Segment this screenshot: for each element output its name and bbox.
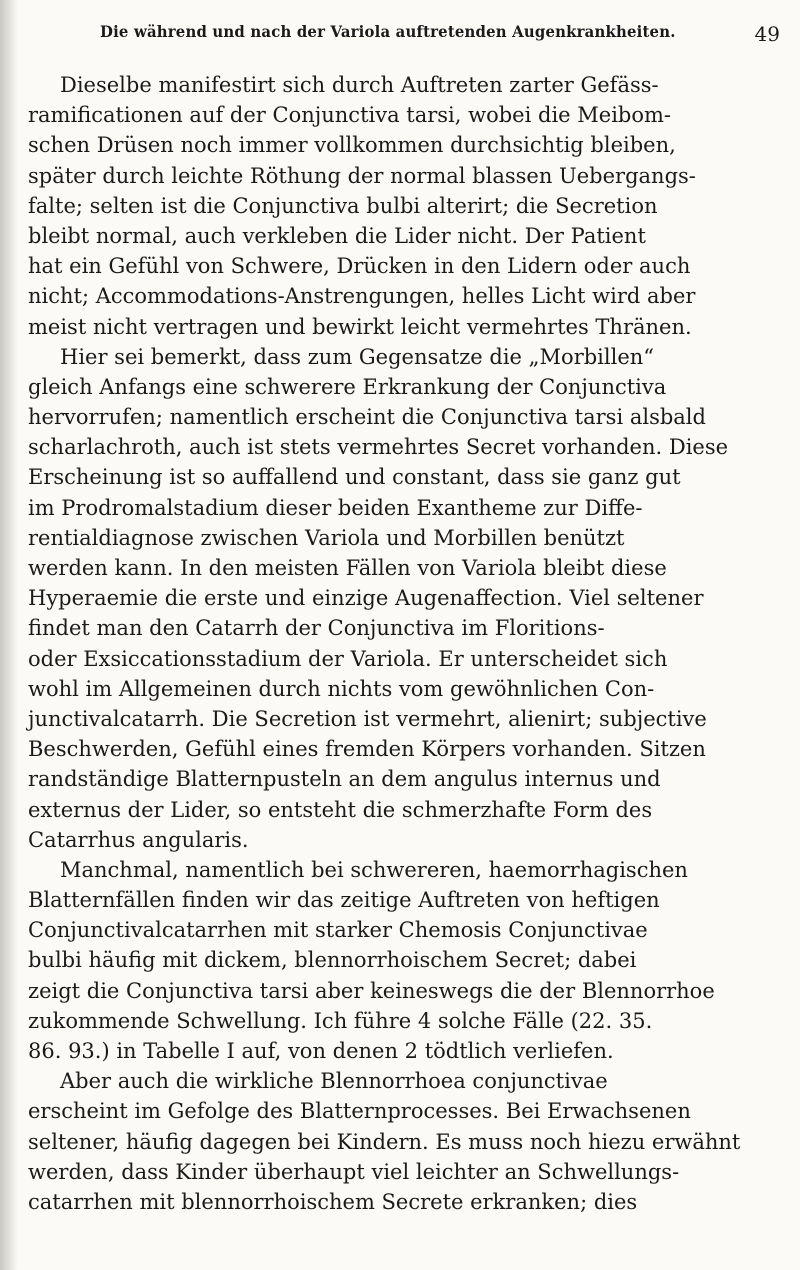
text-line: hat ein Gefühl von Schwere, Drücken in den Lidern oder auch [28, 254, 691, 279]
page-header [100, 22, 780, 48]
text-line: Hyperaemie die erste und einzige Augenaffection. Viel seltener [28, 586, 704, 611]
text-line: 86. 93.) in Tabelle I auf, von denen 2 tödtlich verliefen. [28, 1039, 614, 1063]
text-line: gleich Anfangs eine schwerere Erkrankung der Conjunctiva [28, 374, 667, 399]
text-line: findet man den Catarrh der Conjunctiva im Floritions- [28, 616, 605, 641]
text-line: im Prodromalstadium dieser beiden Exantheme zur Diffe- [28, 495, 643, 520]
text-line: Dieselbe manifestirt sich durch Auftreten zarter Gefäss- [60, 73, 659, 97]
text-line: werden, dass Kinder überhaupt viel leichter an Schwellungs- [28, 1159, 680, 1184]
text-line: nicht; Accommodations-Anstrengungen, helles Licht wird aber [28, 284, 696, 309]
text-line: externus der Lider, so entsteht die schmerzhafte Form des [28, 797, 653, 822]
text-line: rentialdiagnose zwischen Variola und Morbillen benützt [28, 525, 625, 550]
text-line: erscheint im Gefolge des Blatternprocesses. Bei Erwachsenen [28, 1099, 691, 1124]
text-line: zukommende Schwellung. Ich führe 4 solche Fälle (22. 35. [28, 1008, 653, 1033]
text-line: bleibt normal, auch verkleben die Lider nicht. Der Patient [28, 223, 646, 248]
text-line: zeigt die Conjunctiva tarsi aber keineswegs die der Blennorrhoe [28, 978, 715, 1003]
text-line: meist nicht vertragen und bewirkt leicht vermehrtes Thränen. [28, 314, 692, 339]
text-line: falte; selten ist die Conjunctiva bulbi alterirt; die Secretion [28, 193, 658, 218]
page-binding-shadow [0, 0, 18, 1270]
text-line: Conjunctivalcatarrhen mit starker Chemosis Conjunctivae [28, 918, 648, 943]
text-line: Beschwerden, Gefühl eines fremden Körpers vorhanden. Sitzen [28, 737, 706, 762]
text-line: seltener, häufig dagegen bei Kindern. Es muss noch hiezu erwähnt [28, 1129, 741, 1154]
text-line: randständige Blatternpusteln an dem angulus internus und [28, 767, 661, 792]
text-line: catarrhen mit blennorrhoischem Secrete erkranken; dies [28, 1189, 638, 1214]
text-line: Blatternfällen finden wir das zeitige Auftreten von heftigen [28, 888, 660, 913]
text-line: werden kann. In den meisten Fällen von Variola bleibt diese [28, 556, 667, 580]
text-line: wohl im Allgemeinen durch nichts vom gewöhnlichen Con- [28, 676, 655, 701]
text-line: oder Exsiccationsstadium der Variola. Er unterscheidet sich [28, 646, 668, 671]
text-line: Aber auch die wirkliche Blennorrhoea conjunctivae [60, 1069, 608, 1094]
text-line: später durch leichte Röthung der normal blassen Uebergangs- [28, 163, 696, 188]
body-text [28, 70, 778, 1217]
page-number: 49 [754, 22, 780, 46]
text-line: Erscheinung ist so auffallend und constant, dass sie ganz gut [28, 465, 681, 490]
text-line: junctivalcatarrh. Die Secretion ist vermehrt, alienirt; subjective [28, 706, 707, 731]
text-line: bulbi häufig mit dickem, blennorrhoischem Secret; dabei [28, 948, 637, 973]
text-line: Catarrhus angularis. [28, 827, 249, 852]
text-line: schen Drüsen noch immer vollkommen durchsichtig bleiben, [28, 133, 676, 158]
text-line: Manchmal, namentlich bei schwereren, haemorrhagischen [60, 857, 688, 882]
text-line: scharlachroth, auch ist stets vermehrtes Secret vorhanden. Diese [28, 435, 729, 460]
text-line: hervorrufen; namentlich erscheint die Conjunctiva tarsi alsbald [28, 405, 706, 430]
text-line: Hier sei bemerkt, dass zum Gegensatze die „Morbillen“ [60, 344, 655, 369]
text-line: ramificationen auf der Conjunctiva tarsi, wobei die Meibom- [28, 103, 672, 128]
running-head: Die während und nach der Variola auftretenden Augenkrankheiten. [100, 22, 676, 41]
